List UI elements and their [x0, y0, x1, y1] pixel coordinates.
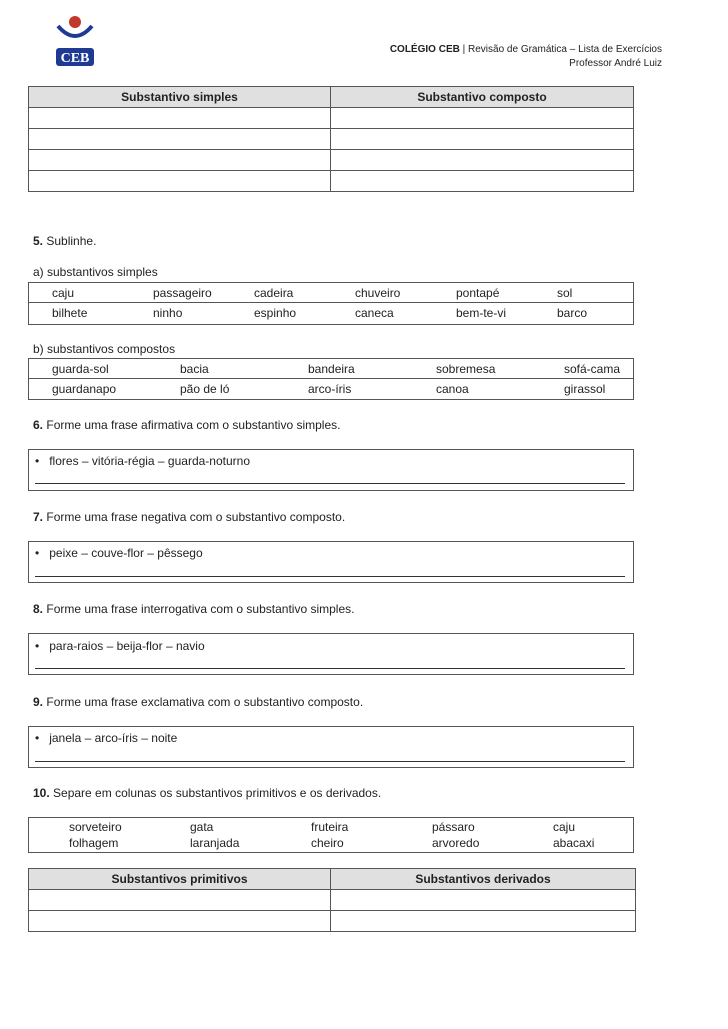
col-simple-header: Substantivo simples [29, 87, 331, 108]
question-text: Forme uma frase negativa com o substantivo composto. [46, 510, 346, 524]
word[interactable]: laranjada [190, 836, 240, 850]
question-number: 9. [33, 695, 44, 709]
bullet-icon: • [35, 731, 40, 745]
word[interactable]: pássaro [432, 820, 475, 834]
cell[interactable] [29, 129, 331, 150]
word[interactable]: sofá-cama [564, 362, 621, 376]
cell[interactable] [331, 890, 636, 911]
cell[interactable] [29, 108, 331, 129]
question-text: Sublinhe. [46, 234, 97, 248]
simple-compound-table [28, 86, 634, 192]
table-row [29, 108, 634, 129]
word[interactable]: abacaxi [553, 836, 595, 850]
word[interactable]: cheiro [311, 836, 344, 850]
word[interactable]: bem-te-vi [456, 306, 507, 320]
question-number: 8. [33, 602, 44, 616]
cell[interactable] [331, 150, 634, 171]
bullet-icon: • [35, 454, 40, 468]
word[interactable]: chuveiro [355, 286, 401, 300]
word-list: flores – vitória-régia – guarda-noturno [49, 454, 250, 468]
word[interactable]: sorveteiro [69, 820, 122, 834]
word[interactable]: pão de ló [180, 382, 230, 396]
teacher-name: Professor André Luiz [569, 58, 662, 69]
q5-b-words-box [28, 358, 634, 400]
question-5 [33, 234, 96, 248]
word[interactable]: sol [557, 286, 573, 300]
word[interactable]: guardanapo [52, 382, 117, 396]
cell[interactable] [29, 171, 331, 192]
word[interactable]: passageiro [153, 286, 212, 300]
word[interactable]: bilhete [52, 306, 88, 320]
word-list: para-raios – beija-flor – navio [49, 639, 205, 653]
school-name: COLÉGIO CEB [389, 44, 460, 55]
question-text: Forme uma frase afirmativa com o substantivo simples. [46, 418, 341, 432]
svg-text:CEB: CEB [60, 51, 90, 66]
word[interactable]: espinho [254, 306, 297, 320]
table-row [29, 171, 634, 192]
question-number: 10. [33, 786, 50, 800]
cell[interactable] [331, 108, 634, 129]
word[interactable]: bacia [180, 362, 209, 376]
word[interactable]: barco [557, 306, 588, 320]
word[interactable]: canoa [436, 382, 469, 396]
word[interactable]: caneca [355, 306, 394, 320]
table-row [29, 890, 636, 911]
col-primitive-header: Substantivos primitivos [29, 869, 331, 890]
word[interactable]: gata [190, 820, 214, 834]
header-info [390, 43, 662, 71]
question-10 [33, 786, 381, 800]
word[interactable]: caju [52, 286, 75, 300]
col-derived-header: Substantivos derivados [331, 869, 636, 890]
answer-line[interactable] [35, 483, 625, 484]
header-separator: | [462, 44, 466, 55]
cell[interactable] [331, 171, 634, 192]
question-text: Forme uma frase interrogativa com o substantivo simples. [46, 602, 355, 616]
q5-b-label: b) substantivos compostos [33, 342, 176, 356]
question-text: Forme uma frase exclamativa com o substantivo composto. [46, 695, 364, 709]
word[interactable]: caju [553, 820, 576, 834]
q10-words-box [28, 817, 634, 853]
question-6 [33, 418, 340, 432]
bullet-icon: • [35, 639, 40, 653]
word-list: peixe – couve-flor – pêssego [49, 546, 203, 560]
table-row [29, 129, 634, 150]
cell[interactable] [331, 129, 634, 150]
bullet-icon: • [35, 546, 40, 560]
question-7 [33, 510, 345, 524]
word[interactable]: folhagem [69, 836, 119, 850]
table-row [29, 911, 636, 932]
cell[interactable] [29, 890, 331, 911]
word[interactable]: guarda-sol [52, 362, 109, 376]
col-compound-header: Substantivo composto [331, 87, 634, 108]
q9-box [28, 726, 634, 768]
answer-line[interactable] [35, 668, 625, 669]
q6-box [28, 449, 634, 491]
q7-box [28, 541, 634, 583]
cell[interactable] [331, 911, 636, 932]
word[interactable]: girassol [564, 382, 606, 396]
divider [29, 378, 633, 379]
word[interactable]: sobremesa [436, 362, 496, 376]
table-row [29, 150, 634, 171]
word[interactable]: fruteira [311, 820, 349, 834]
word-list: janela – arco-íris – noite [49, 731, 178, 745]
word[interactable]: pontapé [456, 286, 500, 300]
cell[interactable] [29, 150, 331, 171]
answer-line[interactable] [35, 761, 625, 762]
word[interactable]: cadeira [254, 286, 294, 300]
word[interactable]: bandeira [308, 362, 355, 376]
q8-box [28, 633, 634, 675]
q5-a-words-box [28, 282, 634, 325]
question-number: 5. [33, 234, 44, 248]
divider [29, 302, 633, 303]
word[interactable]: arco-íris [308, 382, 352, 396]
question-8 [33, 602, 354, 616]
question-number: 7. [33, 510, 44, 524]
school-logo [50, 12, 100, 68]
word[interactable]: ninho [153, 306, 183, 320]
word[interactable]: arvoredo [432, 836, 480, 850]
question-number: 6. [33, 418, 44, 432]
question-9 [33, 695, 363, 709]
q5-a-label: a) substantivos simples [33, 265, 158, 279]
subject-title: Revisão de Gramática – Lista de Exercícios [468, 44, 662, 55]
primitive-derived-table [28, 868, 636, 932]
cell[interactable] [29, 911, 331, 932]
answer-line[interactable] [35, 576, 625, 577]
question-text: Separe em colunas os substantivos primitivos e os derivados. [53, 786, 382, 800]
